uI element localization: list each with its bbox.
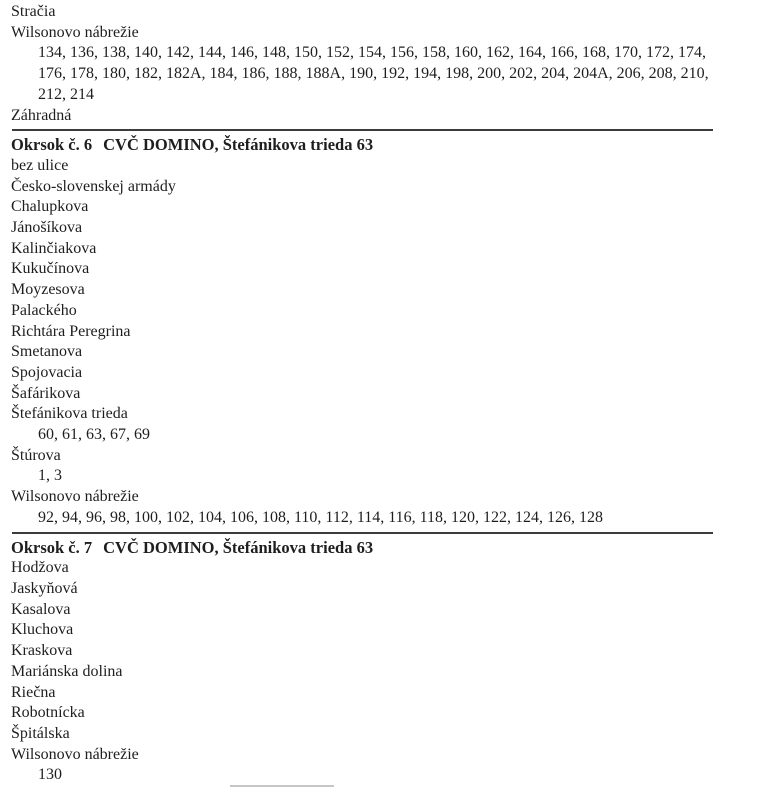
street-name: Moyzesova (11, 281, 85, 299)
street-name: Jánošíkova (11, 219, 83, 237)
street-name: Česko-slovenskej armády (11, 177, 176, 195)
street-name: Štefánikova trieda (11, 405, 128, 423)
street-name: Šafárikova (11, 384, 81, 402)
precinct-venue: CVČ DOMINO, Štefánikova trieda 63 (103, 537, 374, 557)
street-numbers: 130 (38, 766, 62, 784)
street-name: Hodžova (11, 559, 69, 577)
street-numbers: 60, 61, 63, 67, 69 (38, 426, 150, 444)
precinct-label: Okrsok č. 6 (11, 135, 93, 155)
section-divider (12, 129, 713, 131)
street-name: Kukučínova (11, 260, 90, 278)
street-name: Mariánska dolina (11, 662, 123, 680)
street-numbers: 1, 3 (38, 467, 62, 485)
precinct-venue: CVČ DOMINO, Štefánikova trieda 63 (103, 135, 374, 155)
street-name: Richtára Peregrina (11, 322, 131, 340)
street-name: Wilsonovo nábrežie (11, 745, 139, 763)
street-name: Stračia (11, 3, 56, 20)
street-name: Spojovacia (11, 363, 83, 381)
street-name: Špitálska (11, 724, 70, 742)
street-name: Záhradná (11, 106, 72, 124)
street-name: Kluchova (11, 621, 74, 639)
street-name: Smetanova (11, 343, 83, 361)
section-heading (11, 135, 767, 156)
street-name: Jaskyňová (11, 579, 78, 597)
section-divider (12, 532, 713, 534)
street-name: Kraskova (11, 642, 73, 660)
street-numbers: 92, 94, 96, 98, 100, 102, 104, 106, 108, 110, 112, 114, 116, 118, 120, 122, 124, 126, 128 (38, 508, 604, 526)
street-name: bez ulice (11, 156, 69, 174)
section-heading (11, 538, 767, 559)
street-name: Robotnícka (11, 704, 85, 722)
street-name: Chalupkova (11, 198, 89, 216)
street-name: Štúrova (11, 446, 61, 464)
street-name: Kalinčiakova (11, 239, 97, 257)
precinct-label: Okrsok č. 7 (11, 537, 93, 557)
street-numbers: 134, 136, 138, 140, 142, 144, 146, 148, 150, 152, 154, 156, 158, 160, 162, 164, 166, 168, 170, 172, 174, 176, 178, 180, 182, 182A, 184, 186, 188, 188A, 190, 192, 194, 198, 200, 202, 204, 204A, 206, 208, 210, 212, 214 (38, 44, 709, 103)
street-name: Palackého (11, 301, 77, 319)
partial-divider-artifact (230, 785, 334, 787)
street-name: Kasalova (11, 600, 71, 618)
street-name: Riečna (11, 683, 56, 701)
street-name: Wilsonovo nábrežie (11, 23, 139, 41)
street-name: Wilsonovo nábrežie (11, 488, 139, 506)
